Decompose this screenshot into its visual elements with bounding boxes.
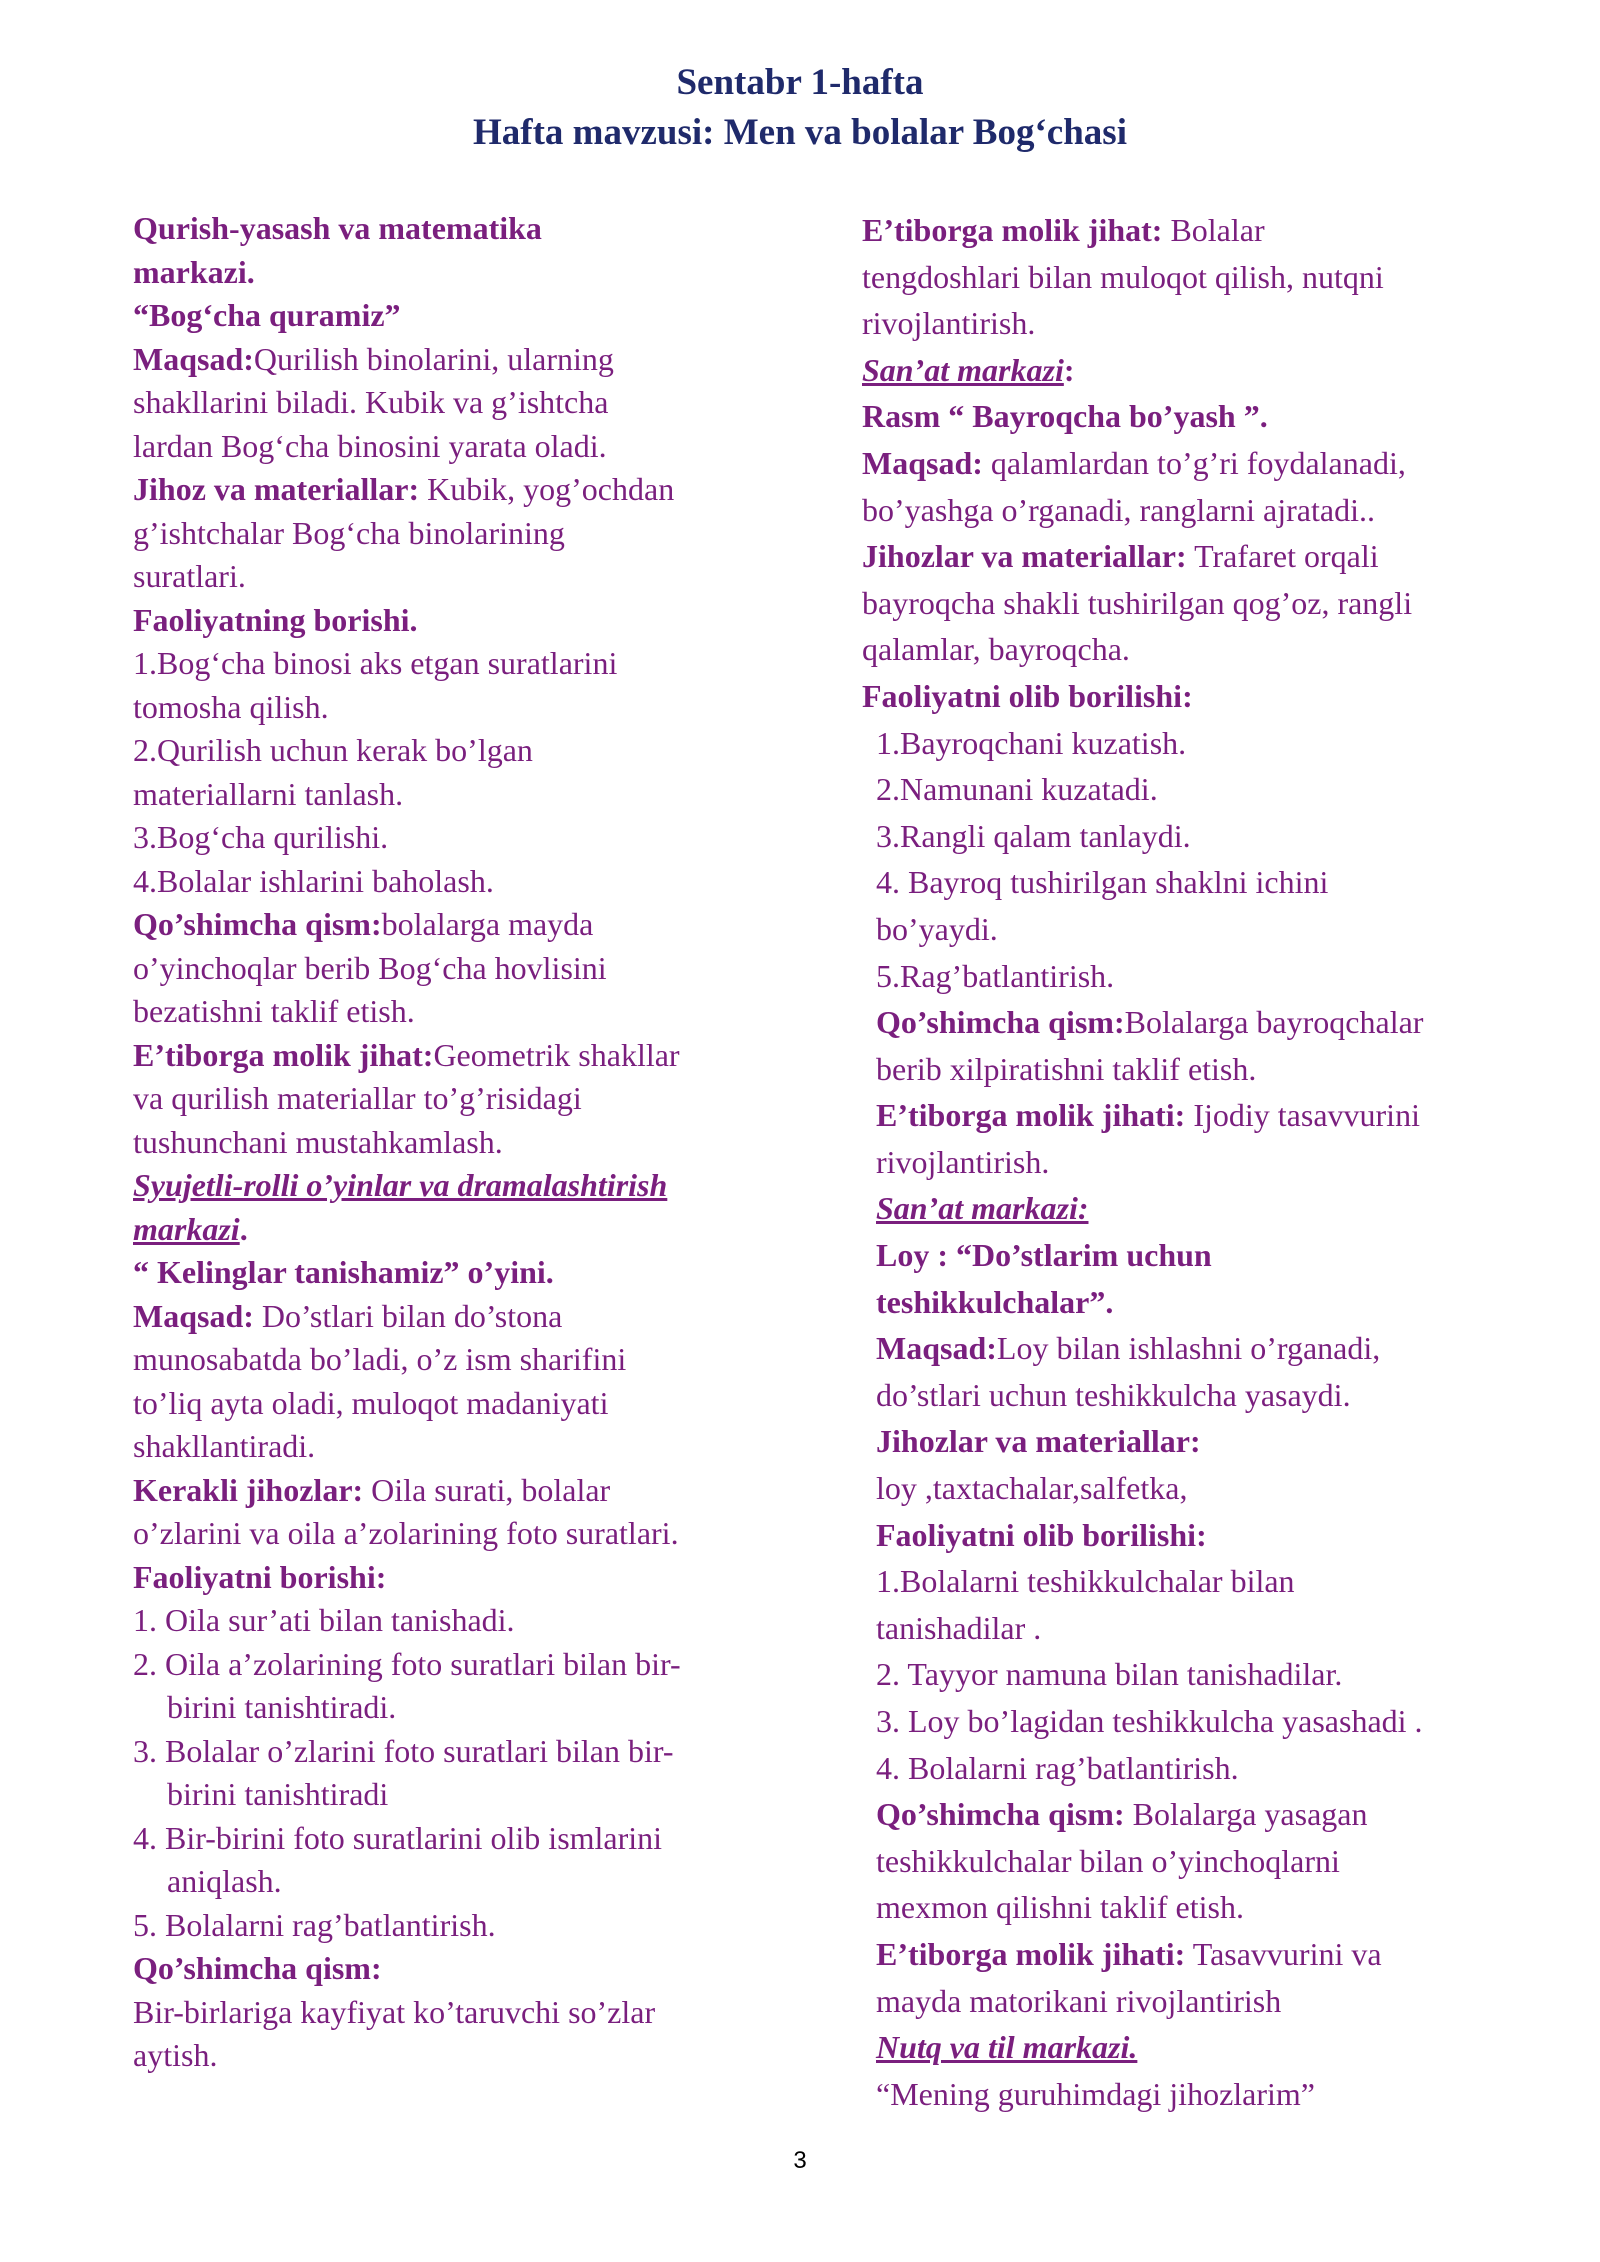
text-line — [862, 347, 1562, 394]
text-line — [133, 1556, 793, 1600]
text-line — [862, 1605, 1562, 1652]
section-heading: Syujetli-rolli o’yinlar va dramalashtirish — [133, 1167, 668, 1203]
text-line — [862, 1558, 1562, 1605]
text-segment: mayda matorikani rivojlantirish — [876, 1982, 1282, 2019]
text-segment: munosabatda bo’ladi, o’z ism sharifini — [133, 1341, 627, 1377]
text-segment: 5. Bolalarni rag’batlantirish. — [133, 1906, 496, 1943]
text-segment: o’yinchoqlar berib Bog‘cha hovlisini — [133, 949, 607, 986]
text-line — [862, 1139, 1562, 1186]
text-segment: bolalarga mayda — [381, 906, 594, 942]
text-segment: mexmon qilishni taklif etish. — [876, 1889, 1244, 1926]
section-heading: San’at markazi: — [876, 1190, 1089, 1227]
text-line — [133, 1643, 793, 1687]
text-segment: tanishadilar . — [876, 1609, 1042, 1646]
text-line — [862, 1745, 1562, 1792]
text-line — [133, 729, 793, 773]
text-line — [133, 1599, 793, 1643]
text-line — [133, 686, 793, 730]
text-segment: Bir-birlariga kayfiyat ko’taruvchi so’zlar — [133, 1993, 656, 2030]
text-line — [133, 1208, 793, 1252]
text-segment: qalamlar, bayroqcha. — [862, 631, 1130, 668]
text-line — [133, 425, 793, 469]
text-line — [862, 393, 1562, 440]
bold-label: Kerakli jihozlar: — [133, 1471, 364, 1508]
text-line — [862, 254, 1562, 301]
text-segment: Oila surati, bolalar — [363, 1471, 611, 1508]
text-segment: qalamlardan to’g’ri foydalanadi, — [982, 444, 1406, 481]
text-line — [133, 599, 793, 643]
text-segment: 2.Namunani kuzatadi. — [876, 771, 1158, 808]
bold-label: Maqsad: — [133, 1297, 254, 1334]
bold-label: Faoliyatning borishi. — [133, 601, 418, 638]
text-segment: bo’yaydi. — [876, 910, 998, 947]
text-line — [862, 906, 1562, 953]
bold-label: Qo’shimcha qism: — [876, 1004, 1125, 1041]
text-line — [133, 947, 793, 991]
text-segment: aniqlash. — [167, 1863, 282, 1899]
text-segment: bo’yashga o’rganadi, ranglarni ajratadi.. — [862, 491, 1375, 528]
bold-label: : — [1063, 351, 1075, 388]
text-line — [133, 1295, 793, 1339]
text-line — [133, 1251, 793, 1295]
text-segment: 3.Bog‘cha qurilishi. — [133, 819, 389, 855]
text-line — [862, 2024, 1562, 2071]
text-line — [133, 1512, 793, 1556]
text-segment: 3. Bolalar o’zlarini foto suratlari bilan bir- — [133, 1732, 674, 1769]
text-segment: 1.Bayroqchani kuzatish. — [876, 724, 1187, 761]
text-line — [133, 468, 793, 512]
text-line — [133, 1686, 793, 1730]
week-topic: Hafta mavzusi: Men va bolalar Bog‘chasi — [473, 112, 1127, 153]
text-line — [133, 642, 793, 686]
text-line — [133, 990, 793, 1034]
bold-label: Loy : “Do’stlarim uchun — [876, 1237, 1212, 1274]
text-segment: o’zlarini va oila a’zolarining foto suratlari. — [133, 1515, 679, 1551]
text-line — [133, 251, 793, 295]
text-line — [862, 207, 1562, 254]
text-segment: rivojlantirish. — [876, 1143, 1050, 1180]
text-segment: Do’stlari bilan do’stona — [253, 1297, 563, 1334]
text-segment: birini tanishtiradi — [167, 1776, 389, 1812]
text-segment: 2.Qurilish uchun kerak bo’lgan — [133, 732, 533, 768]
text-line — [133, 1077, 793, 1121]
text-segment: bezatishni taklif etish. — [133, 993, 415, 1029]
text-line — [133, 512, 793, 556]
text-line — [133, 1904, 793, 1948]
page-number: 3 — [793, 2147, 807, 2174]
text-line — [862, 813, 1562, 860]
text-line — [862, 1046, 1562, 1093]
text-line — [862, 1884, 1562, 1931]
text-line — [133, 381, 793, 425]
page-title: Sentabr 1-hafta — [676, 62, 924, 103]
text-segment: Tasavvurini va — [1185, 1935, 1382, 1972]
text-segment: 4. Bir-birini foto suratlarini olib ismlarini — [133, 1819, 663, 1856]
bold-label: “ Kelinglar tanishamiz” o’yini. — [133, 1254, 554, 1290]
text-segment: “Mening guruhimdagi jihozlarim” — [876, 2075, 1315, 2112]
text-line — [862, 533, 1562, 580]
text-line — [862, 1512, 1562, 1559]
text-segment: tushunchani mustahkamlash. — [133, 1123, 503, 1160]
bold-label: Maqsad: — [133, 340, 254, 377]
text-line — [133, 555, 793, 599]
section-heading: markazi — [133, 1210, 240, 1247]
bold-label: E’tiborga molik jihati: — [876, 1097, 1186, 1134]
text-line — [133, 1469, 793, 1513]
text-line — [133, 294, 793, 338]
text-segment: suratlari. — [133, 558, 246, 594]
text-line — [133, 903, 793, 947]
text-line — [862, 766, 1562, 813]
text-segment: to’liq ayta oladi, muloqot madaniyati — [133, 1384, 609, 1421]
text-line — [862, 300, 1562, 347]
text-line — [862, 999, 1562, 1046]
bold-label: E’tiborga molik jihati: — [876, 1935, 1186, 1972]
text-segment: 1. Oila sur’ati bilan tanishadi. — [133, 1602, 515, 1638]
text-segment: 3. Loy bo’lagidan teshikkulcha yasashadi . — [876, 1703, 1423, 1739]
text-segment: Loy bilan ishlashni o’rganadi, — [996, 1330, 1381, 1367]
text-line — [133, 1947, 793, 1991]
text-line — [133, 1382, 793, 1426]
bold-label: Qo’shimcha qism: — [133, 906, 382, 942]
bold-label: Jihozlar va materiallar: — [876, 1423, 1201, 1460]
bold-label: Qo’shimcha qism: — [876, 1796, 1125, 1833]
text-segment: loy ,taxtachalar,salfetka, — [876, 1470, 1188, 1507]
text-line — [862, 626, 1562, 673]
text-segment: g’ishtchalar Bog‘cha binolarining — [133, 514, 565, 551]
text-line — [133, 1730, 793, 1774]
text-segment: 4. Bolalarni rag’batlantirish. — [876, 1749, 1239, 1786]
text-line — [133, 1817, 793, 1861]
text-segment: materiallarni tanlash. — [133, 775, 404, 812]
bold-label: Jihoz va materiallar: — [133, 471, 420, 507]
text-line — [862, 580, 1562, 627]
text-line — [862, 1791, 1562, 1838]
text-segment: 1.Bog‘cha binosi aks etgan suratlarini — [133, 645, 618, 681]
text-line — [133, 816, 793, 860]
text-segment: berib xilpiratishni taklif etish. — [876, 1050, 1257, 1087]
bold-label: Faoliyatni borishi: — [133, 1558, 387, 1595]
text-segment: shakllantiradi. — [133, 1428, 316, 1464]
text-segment: Bolalar — [1162, 212, 1265, 248]
text-segment: 4.Bolalar ishlarini baholash. — [133, 862, 494, 899]
text-segment: teshikkulchalar bilan o’yinchoqlarni — [876, 1842, 1340, 1879]
bold-label: E’tiborga molik jihat: — [133, 1036, 434, 1073]
text-segment: 5.Rag’batlantirish. — [876, 957, 1115, 994]
text-segment: 3.Rangli qalam tanlaydi. — [876, 817, 1191, 854]
bold-label: E’tiborga molik jihat: — [862, 212, 1163, 248]
text-segment: 2. Tayyor namuna bilan tanishadilar. — [876, 1656, 1343, 1693]
text-line — [862, 1838, 1562, 1885]
text-segment: do’stlari uchun teshikkulcha yasaydi. — [876, 1376, 1351, 1413]
section-heading: Nutq va til markazi. — [876, 2029, 1138, 2066]
text-line — [133, 338, 793, 382]
text-line — [133, 1121, 793, 1165]
text-line — [862, 953, 1562, 1000]
text-line — [133, 207, 793, 251]
text-line — [862, 1232, 1562, 1279]
bold-label: Jihozlar va materiallar: — [862, 538, 1187, 575]
text-line — [862, 487, 1562, 534]
text-line — [862, 2071, 1562, 2118]
text-segment: 2. Oila a’zolarining foto suratlari bilan bir- — [133, 1645, 681, 1682]
text-segment: Geometrik shakllar — [433, 1036, 680, 1073]
section-heading: San’at markazi — [862, 351, 1064, 388]
text-segment: Bolalarga bayroqchalar — [1124, 1004, 1424, 1041]
text-segment: aytish. — [133, 2037, 218, 2073]
bold-label: . — [239, 1210, 248, 1247]
text-line — [862, 1279, 1562, 1326]
text-segment: birini tanishtiradi. — [167, 1689, 397, 1725]
bold-label: “Bog‘cha quramiz” — [133, 297, 401, 333]
bold-label: Rasm “ Bayroqcha bo’yash ”. — [862, 398, 1268, 435]
text-segment: rivojlantirish. — [862, 305, 1036, 342]
text-line — [862, 673, 1562, 720]
text-line — [133, 1034, 793, 1078]
text-line — [133, 860, 793, 904]
text-segment: tengdoshlari bilan muloqot qilish, nutqni — [862, 258, 1384, 295]
text-segment: Qurilish binolarini, ularning — [253, 340, 614, 377]
text-segment: tomosha qilish. — [133, 688, 329, 725]
text-line — [862, 1978, 1562, 2025]
text-line — [862, 1931, 1562, 1978]
bold-label: Qo’shimcha qism: — [133, 1950, 382, 1986]
bold-label: Faoliyatni olib borilishi: — [862, 677, 1193, 714]
bold-label: Maqsad: — [862, 444, 983, 481]
text-segment: va qurilish materiallar to’g’risidagi — [133, 1080, 582, 1116]
text-segment: 4. Bayroq tushirilgan shaklni ichini — [876, 864, 1329, 901]
text-line — [133, 1425, 793, 1469]
text-line — [133, 773, 793, 817]
text-line — [862, 1698, 1562, 1745]
left-column — [133, 207, 793, 2078]
text-segment: bayroqcha shakli tushirilgan qog’oz, rangli — [862, 584, 1413, 621]
text-line — [133, 1860, 793, 1904]
text-line — [862, 1325, 1562, 1372]
bold-label: Faoliyatni olib borilishi: — [876, 1516, 1207, 1553]
text-line — [862, 1465, 1562, 1512]
bold-label: teshikkulchalar”. — [876, 1283, 1114, 1320]
text-segment: lardan Bog‘cha binosini yarata oladi. — [133, 427, 607, 464]
text-segment: Kubik, yog’ochdan — [419, 471, 675, 507]
text-segment: Ijodiy tasavvurini — [1185, 1097, 1420, 1134]
text-line — [133, 1773, 793, 1817]
text-line — [862, 1651, 1562, 1698]
text-line — [862, 1372, 1562, 1419]
text-line — [862, 1092, 1562, 1139]
text-segment: 1.Bolalarni teshikkulchalar bilan — [876, 1563, 1295, 1600]
text-line — [862, 1418, 1562, 1465]
text-segment: Trafaret orqali — [1186, 538, 1379, 575]
right-column — [862, 207, 1562, 2117]
bold-label: Qurish-yasash va matematika — [133, 210, 542, 246]
bold-label: Maqsad: — [876, 1330, 997, 1367]
text-line — [133, 1991, 793, 2035]
text-line — [133, 1338, 793, 1382]
bold-label: markazi. — [133, 253, 255, 290]
text-line — [862, 1185, 1562, 1232]
text-line — [862, 440, 1562, 487]
text-segment: Bolalarga yasagan — [1124, 1796, 1368, 1833]
text-line — [133, 1164, 793, 1208]
text-line — [862, 859, 1562, 906]
text-segment: shakllarini biladi. Kubik va g’ishtcha — [133, 384, 609, 420]
text-line — [133, 2034, 793, 2078]
text-line — [862, 720, 1562, 767]
